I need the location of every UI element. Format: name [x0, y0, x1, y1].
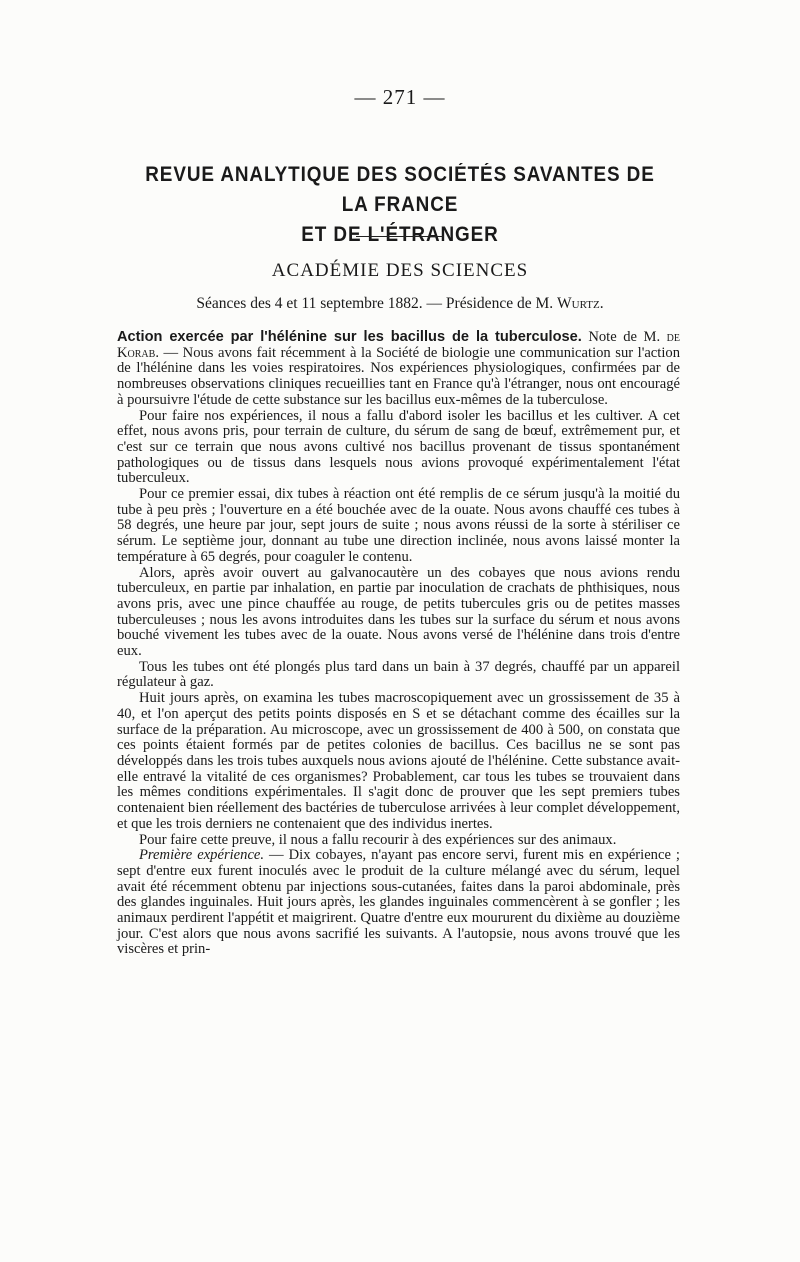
session-text: Séances des 4 et 11 septembre 1882. — Présidence de M.: [196, 295, 557, 312]
president-name: Wurtz: [557, 295, 600, 312]
session-end: .: [599, 295, 604, 312]
paragraph-1-text: . — Nous avons fait récemment à la Société de biologie une communication sur l'action de l'hélénine dans les voies respiratoires. Nos expériences physiologiques, confirmées par de nombreuses observations cliniques recueillies tant en France qu'à l'étranger, nous ont encouragé à poursuivre l'étude de cette substance sur les bacillus eux-mêmes de la tuberculose.: [117, 344, 680, 408]
article-title: Action exercée par l'hélénine sur les bacillus de la tuberculose.: [117, 329, 582, 345]
paragraph-8-text: — Dix cobayes, n'ayant pas encore servi, furent mis en expérience ; sept d'entre eux furent inoculés avec le produit de la culture mélangé avec du sérum, lequel avait été récemment obtenu par injections sous-cutanées, faites dans la paroi abdominale, près des glandes inguinales. Huit jours après, les glandes inguinales commencèrent à se gonfler ; les animaux perdirent l'appétit et maigrirent. Quatre d'entre eux moururent du dixième au douzième jour. C'est alors que nous avons sacrifié les suivants. A l'autopsie, nous avons trouvé que les viscères et prin-: [117, 847, 680, 958]
divider-rule: [356, 236, 444, 237]
paragraph-4: Alors, après avoir ouvert au galvanocautère un des cobayes que nous avions rendu tuberculeux, en partie par inhalation, en partie par inoculation de crachats de phthisiques, nous avons pris, avec une pince chauffée au rouge, de petits tubercules gris ou de petites masses tuberculeuses ; nous les avons introduites dans les tubes sur la surface du sérum et nous avons bouché vivement les tubes avec de la ouate. Nous avons versé de l'hélénine dans trois d'entre eux.: [117, 564, 680, 660]
heading-line-2: ET DE L'ÉTRANGER: [301, 223, 499, 246]
paragraph-6: Huit jours après, on examina les tubes macroscopiquement avec un grossissement de 35 à 40, et l'on aperçut des petits points disposés en S et se détachant comme des écailles sur la surface de la préparation. Au microscope, avec un grossissement de 400 à 500, on constata que ces points étaient formés par de petites colonies de bacillus. Ces bacillus ne se sont pas développés dans les trois tubes auxquels nous avions ajouté de l'hélénine. Cette substance avait-elle entravé la vitalité de ces organismes? Probablement, car tous les tubes se trouvaient dans les mêmes conditions expérimentales. Il s'agit donc de prouver que les sept premiers tubes contenaient bien réellement des bactéries de tuberculose arrivées à leur complet développement, et que les trois derniers ne contenaient que des individus inertes.: [117, 690, 680, 832]
article-body: [117, 330, 680, 958]
paragraph-7: Pour faire cette preuve, il nous a fallu recourir à des expériences sur des animaux.: [139, 831, 617, 848]
session-line: [0, 295, 800, 313]
paragraph-1: [117, 330, 680, 409]
note-prefix: Note de M.: [581, 329, 667, 345]
author-name: Korab: [117, 344, 156, 361]
paragraph-2: Pour faire nos expériences, il nous a fallu d'abord isoler les bacillus et les cultiver. A cet effet, nous avons pris, pour terrain de culture, du sérum de sang de bœuf, extrêmement pur, et c'est sur ce terrain que nous avons cultivé nos bacillus provenant de tissus spontanément pathologiques ou de tissus dans lesquels nous avions provoqué expérimentalement l'état tuberculeux.: [117, 407, 680, 487]
page-number: — 271 —: [354, 85, 446, 109]
experiment-label: Première expérience.: [139, 847, 265, 864]
paragraph-5: Tous les tubes ont été plongés plus tard dans un bain à 37 degrés, chauffé par un appareil régulateur à gaz.: [117, 658, 680, 691]
paragraph-8: [117, 848, 680, 958]
paragraph-3: Pour ce premier essai, dix tubes à réaction ont été remplis de ce sérum jusqu'à la moitié du tube à peu près ; l'ouverture en a été bouchée avec de la ouate. Nous avons chauffé ces tubes à 58 degrés, une heure par jour, sept jours de suite ; nous avons réussi de la sorte à stériliser ce sérum. Le septième jour, donnant au tube une direction inclinée, nous avons laissé monter la température à 65 degrés, pour coaguler le contenu.: [117, 486, 680, 565]
author-particle: de: [666, 329, 680, 345]
academy-title: ACADÉMIE DES SCIENCES: [271, 260, 529, 281]
heading-line-1: REVUE ANALYTIQUE DES SOCIÉTÉS SAVANTES DE LA FRANCE: [145, 163, 655, 216]
